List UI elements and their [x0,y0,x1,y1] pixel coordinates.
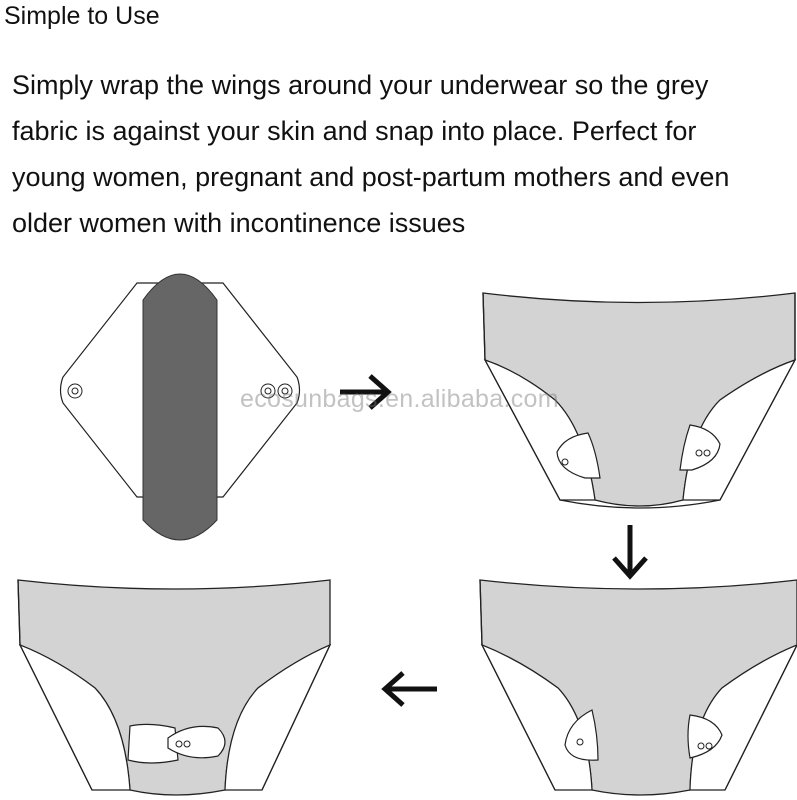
arrow-down-icon [614,525,646,576]
description-line: Simply wrap the wings around your underwear so the grey [12,70,709,100]
underwear-wings-snapped-icon [18,580,330,795]
underwear-wings-folding-icon [480,580,797,795]
watermark-text: ecosunbags.en.alibaba.com [240,385,559,413]
page-title: Simple to Use [4,2,160,30]
description-line: fabric is against your skin and snap into place. Perfect for [12,116,697,146]
description-line: older women with incontinence issues [12,208,466,238]
arrow-left-icon [385,673,437,705]
description-line: young women, pregnant and post-partum mothers and even [12,162,730,192]
